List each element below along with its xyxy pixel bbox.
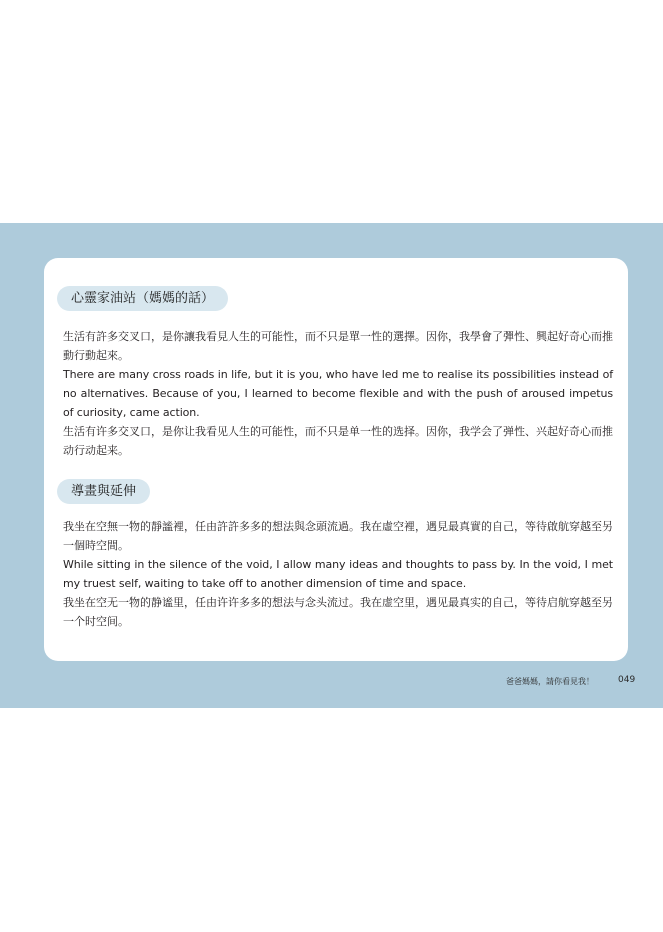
footer-book-title: 爸爸媽媽，請你看見我！ [506, 677, 594, 686]
section-heading-guided-drawing [57, 479, 150, 504]
section-heading-label: 心靈家油站（媽媽的話） [71, 291, 215, 306]
paragraph-english: While sitting in the silence of the void, I allow many ideas and thoughts to pass by. In the void, I met my truest self, waiting to take off to another dimension of time and space. [63, 558, 613, 590]
paragraph-simplified-chinese: 生活有许多交叉口，是你让我看见人生的可能性，而不只是单一性的选择。因你，我学会了弹性、兴起好奇心而推动行动起来。 [63, 425, 613, 457]
paragraph-traditional-chinese: 生活有許多交叉口，是你讓我看見人生的可能性，而不只是單一性的選擇。因你，我學會了彈性、興起好奇心而推動行動起來。 [63, 330, 613, 362]
page-number: 049 [618, 675, 636, 685]
section-heading-mind-station [57, 286, 228, 311]
paragraph-traditional-chinese: 我坐在空無一物的靜謐裡，任由許許多多的想法與念頭流過。我在虛空裡，遇見最真實的自己，等待啟航穿越至另一個時空間。 [63, 520, 613, 552]
paragraph-simplified-chinese: 我坐在空无一物的静谧里，任由许许多多的想法与念头流过。我在虚空里，遇见最真实的自己，等待启航穿越至另一个时空间。 [63, 596, 613, 628]
section-body-mind-station [63, 327, 613, 460]
paragraph-english: There are many cross roads in life, but it is you, who have led me to realise its possibilities instead of no alternatives. Because of you, I learned to become flexible and with the push of aroused impetus of curiosity, came action. [63, 368, 613, 419]
content-card [44, 258, 628, 661]
section-heading-label: 導畫與延伸 [71, 484, 137, 499]
section-body-guided-drawing [63, 517, 613, 631]
